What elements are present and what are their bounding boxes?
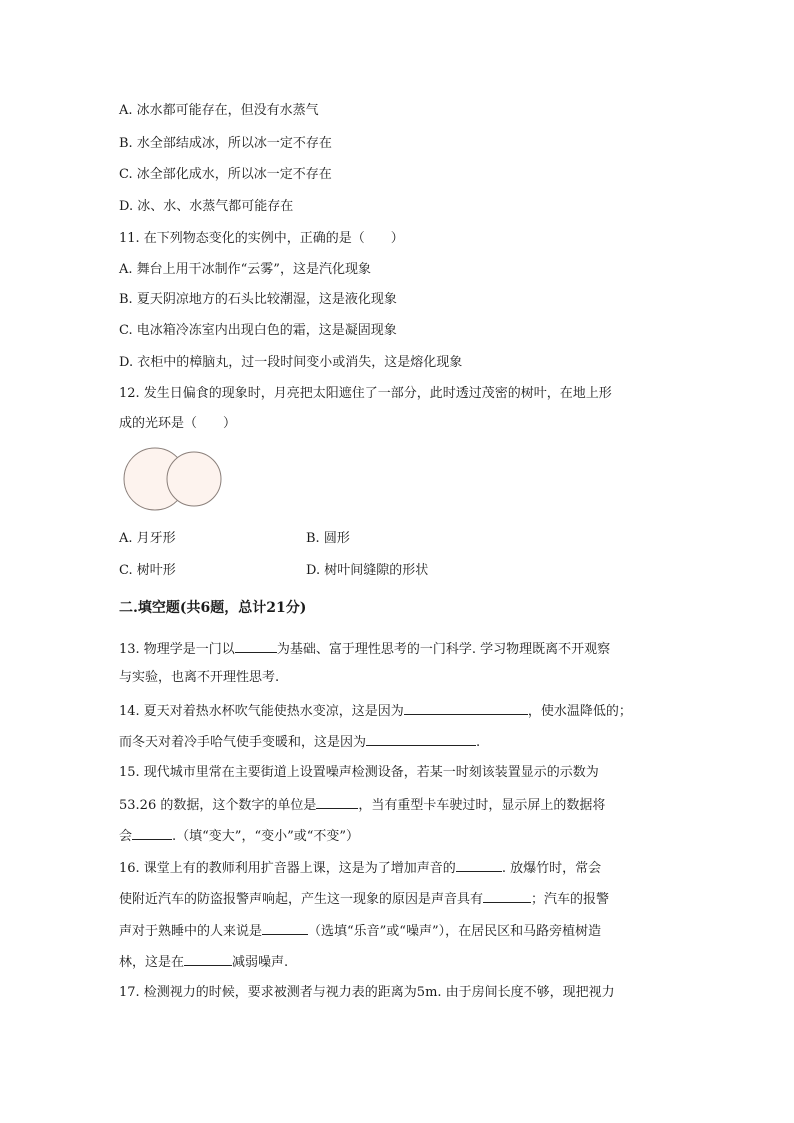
- q11-option-c: C. 电冰箱冷冻室内出现白色的霜，这是凝固现象: [119, 323, 397, 338]
- q14-blank-1: [404, 702, 528, 715]
- q14-text-1: 14. 夏天对着热水杯吹气能使热水变凉，这是因为: [119, 704, 404, 719]
- q13-line2: 与实验，也离不开理性思考.: [119, 670, 280, 685]
- q14-line2: [119, 733, 480, 751]
- q16-text-2: . 放爆竹时，常会: [501, 861, 602, 876]
- q17-line1: 17. 检测视力的时候，要求被测者与视力表的距离为5m. 由于房间长度不够，现把视力: [119, 985, 615, 1000]
- q16-line2: [119, 890, 609, 908]
- q13-blank: [235, 640, 277, 653]
- q12-stem-line2: 成的光环是（ ）: [119, 416, 237, 431]
- eclipse-figure: [120, 446, 226, 516]
- q15-text-3: 会: [119, 829, 133, 844]
- q14-line1: [119, 702, 632, 720]
- q15-text-4: .（填“变大”，“变小”或“不变”）: [172, 829, 360, 844]
- q16-text-7: 林，这是在: [119, 955, 185, 970]
- q14-text-3: 而冬天对着冷手哈气使手变暖和，这是因为: [119, 735, 367, 750]
- q15-line3: [119, 827, 359, 845]
- q12-option-b: B. 圆形: [306, 531, 350, 546]
- q16-text-1: 16. 课堂上有的教师利用扩音器上课，这是为了增加声音的: [119, 861, 456, 876]
- q15-blank-2: [132, 827, 172, 840]
- q11-option-b: B. 夏天阴凉地方的石头比较潮湿，这是液化现象: [119, 292, 397, 307]
- q16-line1: [119, 859, 601, 877]
- q12-option-c: C. 树叶形: [119, 563, 176, 578]
- q10-option-c: C. 冰全部化成水，所以冰一定不存在: [119, 167, 332, 182]
- q11-stem: 11. 在下列物态变化的实例中，正确的是（ ）: [119, 231, 404, 246]
- q16-blank-1: [456, 859, 502, 872]
- q16-line3: [119, 922, 601, 940]
- q14-text-4: .: [476, 735, 481, 750]
- q10-option-b: B. 水全部结成冰，所以冰一定不存在: [119, 136, 332, 151]
- moon-circle: [167, 452, 221, 506]
- q16-text-6: （选填“乐音”或“噪声”），在居民区和马路旁植树造: [308, 924, 602, 939]
- q13-text-2: 为基础、富于理性思考的一门科学. 学习物理既离不开观察: [276, 642, 611, 657]
- q15-blank-1: [316, 796, 358, 809]
- q15-text-1: 53.26 的数据，这个数字的单位是: [119, 798, 317, 813]
- q16-text-5: 声对于熟睡中的人来说是: [119, 924, 263, 939]
- q16-text-4: ；汽车的报警: [531, 892, 610, 907]
- q16-text-3: 使附近汽车的防盗报警声响起，产生这一现象的原因是声音具有: [119, 892, 484, 907]
- q10-option-d: D. 冰、水、水蒸气都可能存在: [119, 199, 294, 214]
- q16-blank-2: [483, 890, 531, 903]
- q11-option-d: D. 衣柜中的樟脑丸，过一段时间变小或消失，这是熔化现象: [119, 355, 463, 370]
- q12-stem-line1: 12. 发生日偏食的现象时，月亮把太阳遮住了一部分，此时透过茂密的树叶，在地上形: [119, 386, 612, 401]
- q14-text-2: ，使水温降低的；: [527, 704, 632, 719]
- q15-line1: 15. 现代城市里常在主要街道上设置噪声检测设备，若某一时刻该装置显示的示数为: [119, 765, 599, 780]
- q16-line4: [119, 953, 288, 971]
- q13-text-1: 13. 物理学是一门以: [119, 642, 235, 657]
- q16-blank-3: [262, 922, 308, 935]
- q15-text-2: ，当有重型卡车驶过时，显示屏上的数据将: [358, 798, 606, 813]
- q11-option-a: A. 舞台上用干冰制作“云雾”，这是汽化现象: [119, 262, 371, 277]
- q16-text-8: 减弱噪声.: [232, 955, 289, 970]
- q15-line2: [119, 796, 605, 814]
- q16-blank-4: [184, 953, 232, 966]
- q12-option-a: A. 月牙形: [119, 531, 176, 546]
- q14-blank-2: [366, 733, 476, 746]
- section-heading: 二.填空题(共6题，总计21分): [119, 600, 307, 616]
- q10-option-a: A. 冰水都可能存在，但没有水蒸气: [119, 103, 319, 118]
- q13-line1: [119, 640, 610, 658]
- q12-option-d: D. 树叶间缝隙的形状: [306, 563, 429, 578]
